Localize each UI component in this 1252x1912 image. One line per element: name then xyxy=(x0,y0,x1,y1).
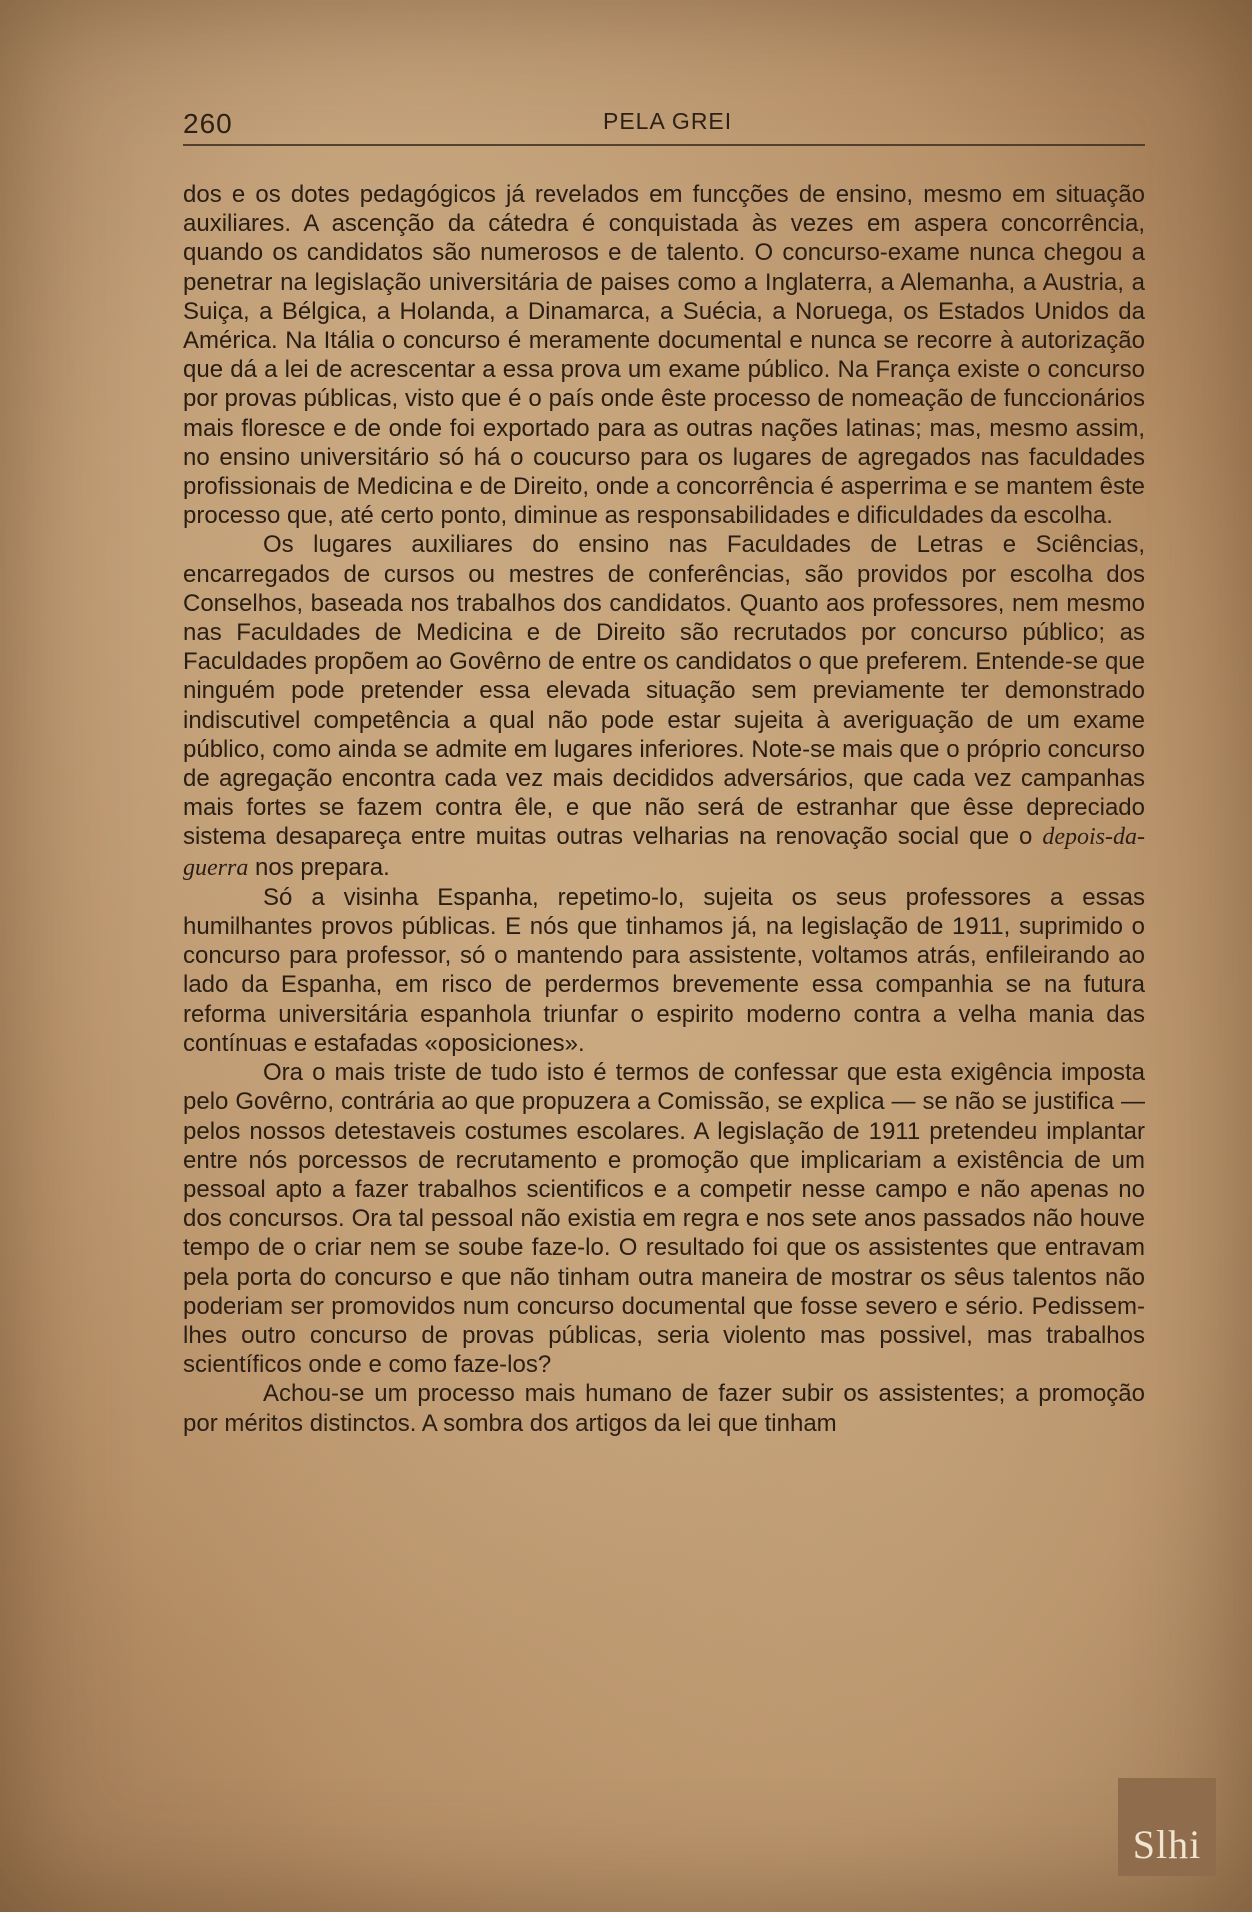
paragraph-4 xyxy=(183,1058,1145,1379)
paragraph-2 xyxy=(183,530,1145,882)
paragraph-5 xyxy=(183,1379,1145,1437)
paragraph-3 xyxy=(183,883,1145,1058)
page-header xyxy=(183,104,1145,144)
running-title: PELA GREI xyxy=(603,108,733,134)
paragraph-1 xyxy=(183,180,1145,530)
body-text xyxy=(183,180,1145,1438)
page-number: 260 xyxy=(183,108,233,139)
logo-text: Slhi xyxy=(1132,1822,1202,1867)
paragraph-text: Os lugares auxiliares do ensino nas Faculdades de Letras e Sciências, encarregados de cursos ou mestres de conferências, são providos por escolha dos Conselhos, baseada nos trabalhos dos candidatos. Quanto aos professores, nem mesmo nas Faculdades de Medicina e de Direito são recrutados por concurso público; as Faculdades propõem ao Govêrno de entre os candidatos o que preferem. Entende-se que ninguém pode pretender essa elevada situação sem previamente ter demonstrado indiscutivel competência a qual não pode estar sujeita à averiguação de um exame público, como ainda se admite em lugares inferiores. Note-se mais que o próprio concurso de agregação encontra cada vez mais decididos adversários, que cada vez campanhas mais fortes se fazem contra êle, e que não será de estranhar que êsse depreciado sistema desapareça entre muitas outras velharias na renovação social que o xyxy=(183,531,1145,851)
library-logo xyxy=(1118,1778,1216,1876)
paragraph-text: Achou-se um processo mais humano de fazer subir os assistentes; a promoção por méritos distinctos. A sombra dos artigos da lei que tinham xyxy=(183,1380,1145,1437)
paragraph-text: dos e os dotes pedagógicos já revelados em funcções de ensino, mesmo em situação auxiliares. A ascenção da cátedra é conquistada às vezes em aspera concorrência, quando os candidatos são numerosos e de talento. O concurso-exame nunca chegou a penetrar na legislação universitária de paises como a Inglaterra, a Alemanha, a Austria, a Suiça, a Bélgica, a Holanda, a Dinamarca, a Suécia, a Noruega, os Estados Unidos da América. Na Itália o concurso é meramente documental e nunca se recorre à autorização que dá a lei de acrescentar a essa prova um exame público. Na França existe o concurso por provas públicas, visto que é o país onde êste processo de nomeação de funccionários mais floresce e de onde foi exportado para as outras nações latinas; mas, mesmo assim, no ensino universitário só há o coucurso para os lugares de agregados nas faculdades profissionais de Medicina e de Direito, onde a concorrência é asperrima e se mantem êste processo que, até certo ponto, diminue as responsabilidades e dificuldades da escolha. xyxy=(183,181,1145,530)
paragraph-text-end: nos prepara. xyxy=(248,853,390,881)
paragraph-text: Ora o mais triste de tudo isto é termos de confessar que esta exigência imposta pelo Govêrno, contrária ao que propuzera a Comissão, se explica — se não se justifica — pelos nossos detestaveis costumes escolares. A legislação de 1911 pretendeu implantar entre nós porcessos de recrutamento e promoção que implicariam a existência de um pessoal apto a fazer trabalhos scientificos e a competir nesse campo e não apenas no dos concursos. Ora tal pessoal não existia em regra e nos sete anos passados não houve tempo de o criar nem se soube faze-lo. O resultado foi que os assistentes que entravam pela porta do concurso e que não tinham outra maneira de mostrar os sêus talentos não poderiam ser promovidos num concurso documental que fosse severo e sério. Pedissem-lhes outro concurso de provas públicas, seria violento mas possivel, mas trabalhos scientíficos onde e como faze-los? xyxy=(183,1059,1145,1379)
header-rule xyxy=(183,144,1145,146)
paragraph-text: Só a visinha Espanha, repetimo-lo, sujeita os seus professores a essas humilhantes provos públicas. E nós que tinhamos já, na legislação de 1911, suprimido o concurso para professor, só o mantendo para assistente, voltamos atrás, enfileirando ao lado da Espanha, em risco de perdermos brevemente essa companhia se na futura reforma universitária espanhola triunfar o espirito moderno contra a velha mania das contínuas e estafadas «oposiciones». xyxy=(183,883,1145,1057)
italic-term: depois-da-guerra xyxy=(183,824,1145,881)
